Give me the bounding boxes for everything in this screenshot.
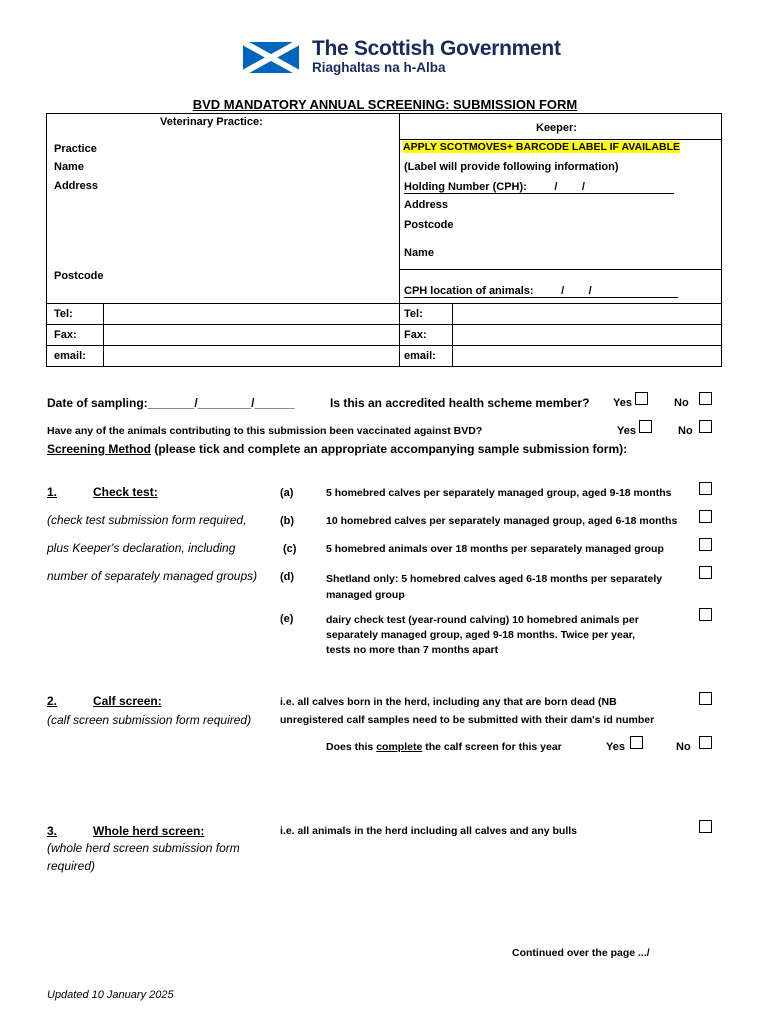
updated-date: Updated 10 January 2025 [47,989,174,1001]
vet-address-label: Address [54,180,99,192]
table-line [452,303,453,366]
check-test-a-checkbox[interactable] [699,482,712,495]
check-test-desc-2: plus Keeper's declaration, including [47,541,236,555]
vet-name-label: Name [54,161,84,173]
holding-number-field[interactable]: Holding Number (CPH): / / [404,181,674,194]
accredited-question: Is this an accredited health scheme member? [330,396,590,410]
vet-practice-label: Practice [54,143,97,155]
keeper-tel-label: Tel: [404,308,423,320]
vet-postcode-label: Postcode [54,270,104,282]
option-text: Shetland only: 5 homebred calves aged 6-18 months per separately managed group [326,573,663,601]
government-name-gaelic: Riaghaltas na h-Alba [312,60,446,75]
calf-complete-yes-label: Yes [606,741,625,753]
option-text: dairy check test (year-round calving) 10 homebred animals per separately managed group, aged 9-18 months. Twice per year, tests no more than 7 months apart [326,614,639,656]
table-line [47,345,721,346]
calf-complete-no-label: No [676,741,691,753]
vet-fax-label: Fax: [54,329,77,341]
barcode-note: APPLY SCOTMOVES+ BARCODE LABEL IF AVAILABLE [403,141,681,153]
screening-method-heading-underlined: Screening Method [47,442,152,456]
option-letter: (b) [280,515,295,527]
form-title: BVD MANDATORY ANNUAL SCREENING: SUBMISSION FORM [192,97,578,112]
whole-herd-checkbox[interactable] [699,820,712,833]
check-test-c-checkbox[interactable] [699,538,712,551]
vaccinated-yes-checkbox[interactable] [639,420,652,433]
keeper-postcode-label: Postcode [404,219,454,231]
table-line [399,139,721,140]
table-divider [399,114,400,366]
vet-tel-label: Tel: [54,308,73,320]
complete-underlined: complete [376,741,423,753]
complete-pre: Does this [326,741,377,753]
option-text: 5 homebred calves per separately managed group, aged 9-18 months [326,487,672,499]
check-test-desc-3: number of separately managed groups) [47,569,258,583]
complete-post: the calf screen for this year [422,741,562,753]
calf-screen-number: 2. [47,694,58,708]
option-text: 5 homebred animals over 18 months per separately managed group [326,543,664,555]
check-test-e-checkbox[interactable] [699,608,712,621]
screening-method-heading-rest: (please tick and complete an appropriate accompanying sample submission form): [151,442,628,456]
calf-screen-complete-question [326,741,562,753]
table-line [47,303,721,304]
vaccinated-no-checkbox[interactable] [699,420,712,433]
vaccinated-yes-label: Yes [617,425,636,437]
whole-herd-text: i.e. all animals in the herd including all calves and any bulls [280,825,578,837]
table-line [103,303,104,366]
label-note: (Label will provide following information) [404,161,619,173]
screening-method-heading [47,442,627,456]
accredited-yes-label: Yes [613,397,632,409]
accredited-yes-checkbox[interactable] [635,392,648,405]
option-letter: (a) [280,487,294,499]
check-test-b-checkbox[interactable] [699,510,712,523]
whole-herd-number: 3. [47,824,58,838]
whole-herd-title: Whole herd screen: [93,824,205,838]
government-name: The Scottish Government [312,37,561,60]
option-letter: (e) [280,613,294,625]
keeper-heading: Keeper: [536,122,577,134]
keeper-name-label: Name [404,247,434,259]
check-test-number: 1. [47,485,58,499]
keeper-fax-label: Fax: [404,329,427,341]
keeper-address-label: Address [404,199,449,211]
calf-screen-text-2: unregistered calf samples need to be submitted with their dam's id number [280,714,655,726]
check-test-desc-1: (check test submission form required, [47,513,247,527]
continued-note: Continued over the page .../ [512,947,650,959]
calf-complete-no-checkbox[interactable] [699,736,712,749]
option-text: 10 homebred calves per separately managed group, aged 6-18 months [326,515,678,527]
whole-herd-desc-2: required) [47,859,96,873]
whole-herd-desc-1: (whole herd screen submission form [47,841,240,855]
vaccinated-no-label: No [678,425,693,437]
cph-location-field[interactable]: CPH location of animals: / / [404,285,678,298]
saltire-flag-icon [243,42,299,73]
option-letter: (d) [280,571,295,583]
table-line [399,269,721,270]
vaccinated-question: Have any of the animals contributing to this submission been vaccinated against BVD? [47,425,483,437]
calf-complete-yes-checkbox[interactable] [630,736,643,749]
calf-screen-desc: (calf screen submission form required) [47,713,252,727]
check-test-title: Check test: [93,485,158,499]
calf-screen-title: Calf screen: [93,694,162,708]
keeper-email-label: email: [404,350,436,362]
calf-screen-text-1: i.e. all calves born in the herd, including any that are born dead (NB [280,696,617,708]
vet-heading: Veterinary Practice: [160,116,263,128]
date-of-sampling-field[interactable]: Date of sampling:_______/________/______ [47,396,295,410]
option-letter: (c) [283,543,297,555]
accredited-no-label: No [674,397,689,409]
check-test-d-checkbox[interactable] [699,566,712,579]
table-line [47,324,721,325]
calf-screen-checkbox[interactable] [699,692,712,705]
vet-email-label: email: [54,350,86,362]
accredited-no-checkbox[interactable] [699,392,712,405]
